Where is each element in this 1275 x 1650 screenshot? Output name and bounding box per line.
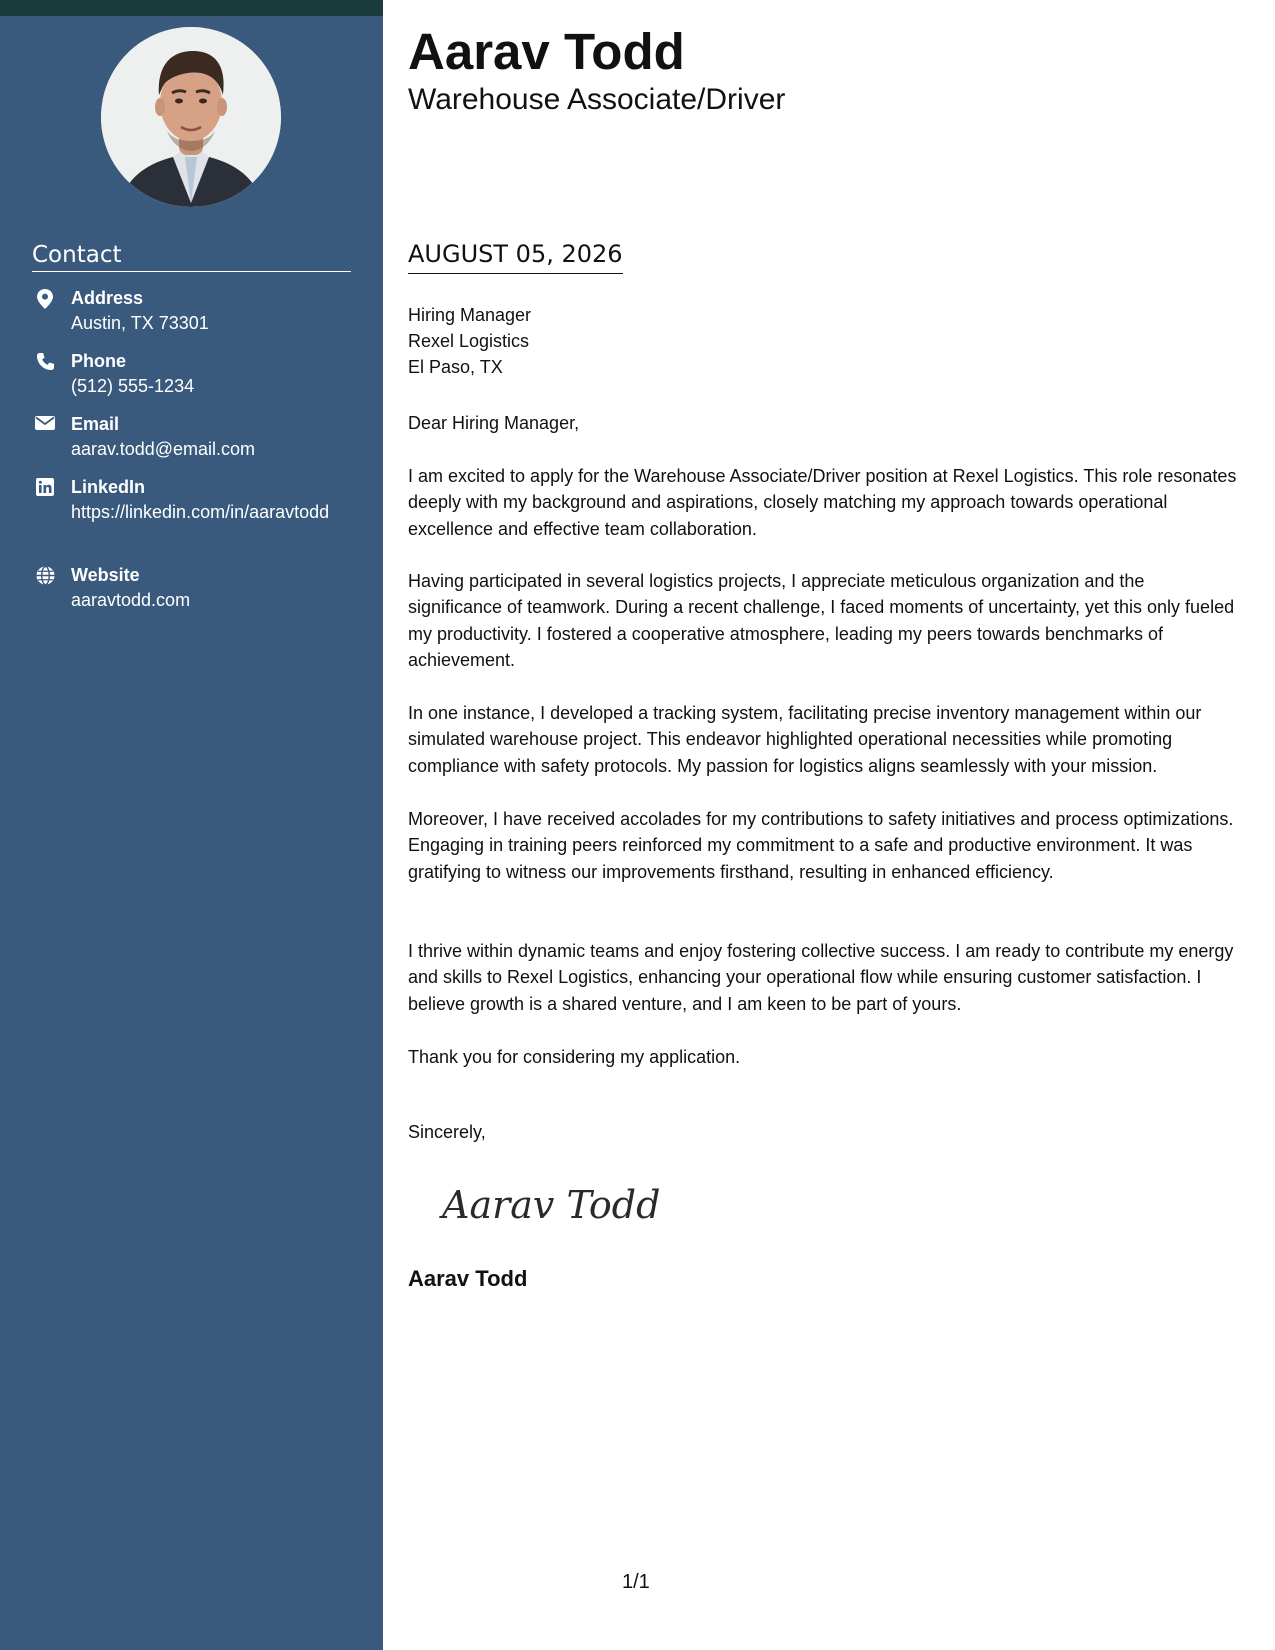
contact-value: aaravtodd.com — [71, 590, 191, 610]
contact-value: https://linkedin.com/in/aaravtodd — [71, 502, 330, 522]
contact-label: LinkedIn — [71, 477, 146, 497]
contact-value: aarav.todd@email.com — [71, 439, 256, 459]
recipient-line: El Paso, TX — [408, 357, 503, 377]
salutation: Dear Hiring Manager, — [408, 413, 580, 433]
paragraph: I thrive within dynamic teams and enjoy fostering collective success. I am ready to contribute my energy and skills to Rexel Logistics, enhancing your operational flow while ensuring customer satisfaction. I believe growth is a shared venture, and I am keen to be part of yours. — [408, 941, 1234, 1014]
recipient-line: Rexel Logistics — [408, 331, 530, 351]
signature-image — [438, 1170, 678, 1245]
paragraph: In one instance, I developed a tracking system, facilitating precise inventory management within our simulated warehouse project. This endeavor highlighted operational necessities while promoting compliance with safety protocols. My passion for logistics aligns seamlessly with your mission. — [408, 703, 1202, 776]
applicant-title: Warehouse Associate/Driver — [408, 83, 786, 116]
contact-value: (512) 555-1234 — [71, 376, 195, 396]
contact-label: Address — [71, 288, 144, 308]
paragraph: Moreover, I have received accolades for my contributions to safety initiatives and process optimizations. Engaging in training peers reinforced my commitment to a safe and productive environment. It was gratifying to witness our improvements firsthand, resulting in enhanced efficiency. — [408, 809, 1234, 882]
globe-icon — [32, 566, 58, 586]
applicant-name: Aarav Todd — [408, 23, 685, 80]
signed-name: Aarav Todd — [408, 1266, 528, 1291]
sidebar — [0, 16, 383, 1650]
recipient-block — [408, 302, 531, 380]
contact-label: Phone — [71, 351, 127, 371]
top-accent-bar — [0, 0, 383, 16]
recipient-line: Hiring Manager — [408, 305, 532, 325]
contact-label: Email — [71, 414, 120, 434]
email-icon — [32, 415, 58, 435]
closing: Sincerely, — [408, 1122, 486, 1142]
signature-text: Aarav Todd — [442, 1183, 661, 1227]
paragraph: I am excited to apply for the Warehouse Associate/Driver position at Rexel Logistics. This role resonates deeply with my background and aspirations, closely matching my approach towards operational excellence and effective team collaboration. — [408, 466, 1237, 539]
phone-icon — [32, 352, 58, 372]
linkedin-icon — [32, 478, 58, 498]
map-pin-icon — [32, 289, 58, 309]
letter-date: AUGUST 05, 2026 — [408, 240, 623, 274]
contact-value: Austin, TX 73301 — [71, 313, 209, 333]
avatar — [101, 27, 281, 207]
contact-label: Website — [71, 565, 140, 585]
contact-heading: Contact — [32, 242, 351, 272]
paragraph: Thank you for considering my application. — [408, 1047, 741, 1067]
page-number: 1/1 — [622, 1571, 650, 1593]
paragraph: Having participated in several logistics projects, I appreciate meticulous organization and the significance of teamwork. During a recent challenge, I faced moments of uncertainty, yet this only fueled my productivity. I fostered a cooperative atmosphere, leading my peers towards benchmarks of achievement. — [408, 571, 1235, 670]
